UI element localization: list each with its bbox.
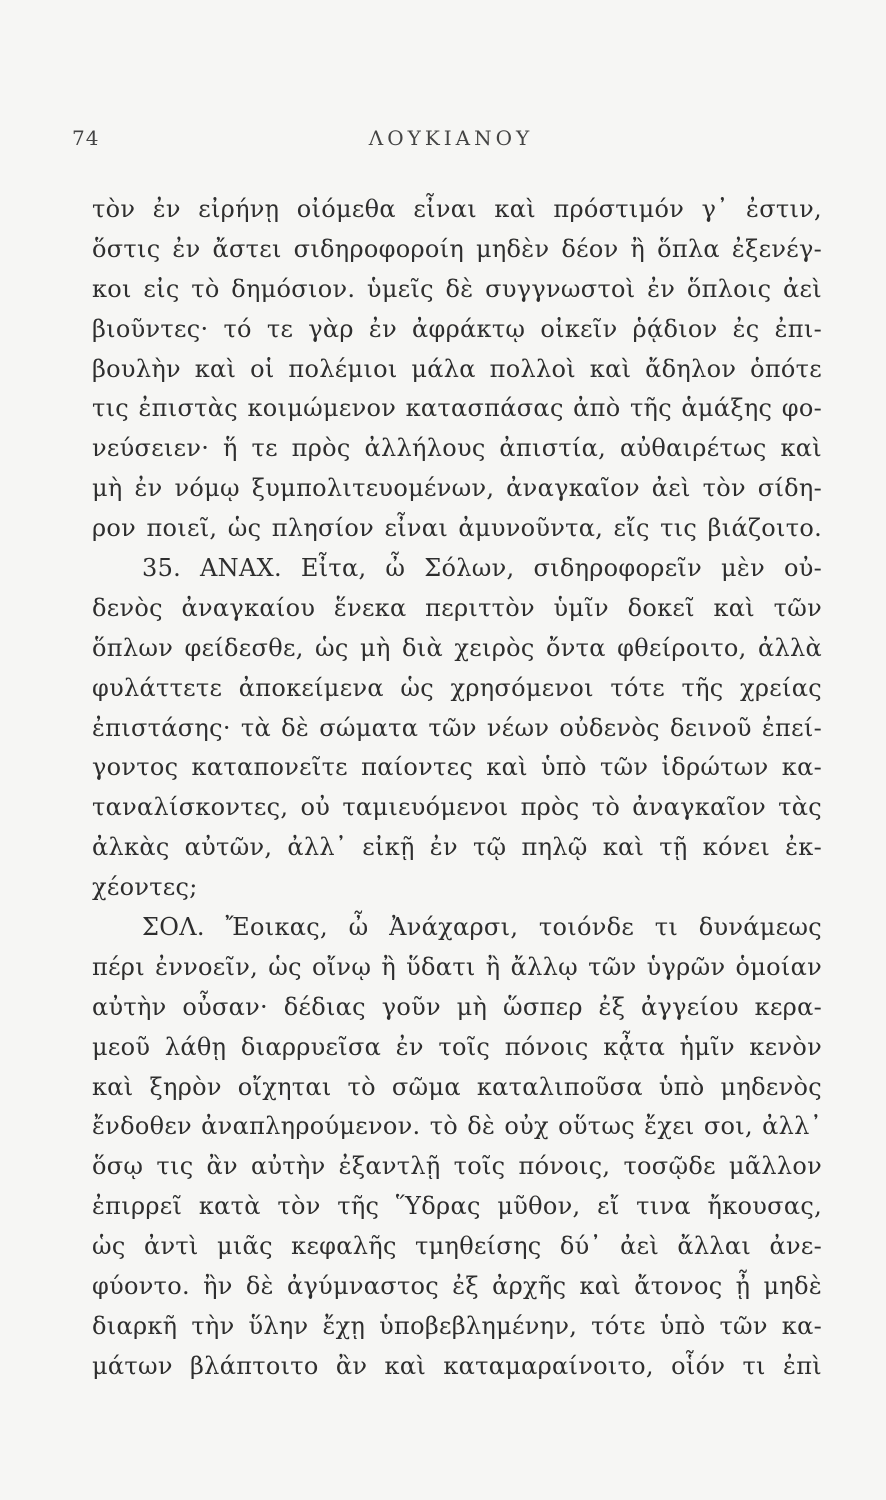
text-line: ρον ποιεῖ, ὡς πλησίον εἶναι ἀμυνοῦντα, εἴς τις βιάζοιτο. <box>92 514 822 543</box>
text-line: ἐπιστάσης· τὰ δὲ σώματα τῶν νέων οὐδενὸς δεινοῦ ἐπεί- <box>92 713 822 742</box>
text-line: τις ἐπιστὰς κοιμώμενον κατασπάσας ἀπὸ τῆς ἁμάξης φο- <box>92 394 822 423</box>
text-line: αὐτὴν οὖσαν· δέδιας γοῦν μὴ ὥσπερ ἐξ ἀγγείου κερα- <box>92 992 822 1021</box>
page-number: 74 <box>72 126 100 150</box>
running-head: ΛΟΥΚΙΑΝΟΥ <box>368 126 534 150</box>
text-line: μεοῦ λάθῃ διαρρυεῖσα ἐν τοῖς πόνοις κᾆτα ἡμῖν κενὸν <box>92 1032 822 1061</box>
text-line: ἐπιρρεῖ κατὰ τὸν τῆς Ὕδρας μῦθον, εἴ τινα ἤκουσας, <box>92 1192 822 1221</box>
text-line: κοι εἰς τὸ δημόσιον. ὑμεῖς δὲ συγγνωστοὶ ἐν ὅπλοις ἀεὶ <box>92 274 822 303</box>
text-line: γοντος καταπονεῖτε παίοντες καὶ ὑπὸ τῶν ἱδρώτων κα- <box>92 753 822 782</box>
page-header <box>72 126 830 166</box>
paragraph-start-line: 35. ΑΝΑΧ. Εἶτα, ὦ Σόλων, σιδηροφορεῖν μὲν οὐ- <box>142 554 822 583</box>
text-line: ὅσῳ τις ἂν αὐτὴν ἐξαντλῇ τοῖς πόνοις, τοσῷδε μᾶλλον <box>92 1152 822 1181</box>
text-line: ὅπλων φείδεσθε, ὡς μὴ διὰ χειρὸς ὄντα φθείροιτο, ἀλλὰ <box>92 633 822 662</box>
text-line: ταναλίσκοντες, οὐ ταμιευόμενοι πρὸς τὸ ἀναγκαῖον τὰς <box>92 793 822 822</box>
text-line: τὸν ἐν εἰρήνῃ οἰόμεθα εἶναι καὶ πρόστιμόν γ᾽ ἐστιν, <box>92 195 822 223</box>
text-line: δενὸς ἀναγκαίου ἕνεκα περιττὸν ὑμῖν δοκεῖ καὶ τῶν <box>92 593 822 622</box>
text-line: καὶ ξηρὸν οἴχηται τὸ σῶμα καταλιποῦσα ὑπὸ μηδενὸς <box>92 1072 822 1101</box>
text-line: νεύσειεν· ἥ τε πρὸς ἀλλήλους ἀπιστία, αὐθαιρέτως καὶ <box>92 434 822 463</box>
text-line: φυλάττετε ἀποκείμενα ὡς χρησόμενοι τότε τῆς χρείας <box>92 673 822 702</box>
text-line: μὴ ἐν νόμῳ ξυμπολιτευομένων, ἀναγκαῖον ἀεὶ τὸν σίδη- <box>92 474 822 503</box>
text-line: διαρκῆ τὴν ὕλην ἔχῃ ὑποβεβλημένην, τότε ὑπὸ τῶν κα- <box>92 1311 822 1340</box>
paragraph-start-line: ΣΟΛ. Ἔοικας, ὦ Ἀνάχαρσι, τοιόνδε τι δυνάμεως <box>142 913 822 942</box>
text-line: ἀλκὰς αὐτῶν, ἀλλ᾽ εἰκῇ ἐν τῷ πηλῷ καὶ τῇ κόνει ἐκ- <box>92 833 822 862</box>
text-line: φύοντο. ἢν δὲ ἀγύμναστος ἐξ ἀρχῆς καὶ ἄτονος ᾖ μηδὲ <box>92 1272 822 1301</box>
text-line: πέρι ἐννοεῖν, ὡς οἴνῳ ἢ ὕδατι ἢ ἄλλῳ τῶν ὑγρῶν ὁμοίαν <box>92 952 822 981</box>
text-line: ὅστις ἐν ἄστει σιδηροφοροίη μηδὲν δέον ἢ ὅπλα ἐξενέγ- <box>92 234 822 263</box>
text-line: μάτων βλάπτοιτο ἂν καὶ καταμαραίνοιτο, οἷόν τι ἐπὶ <box>92 1351 822 1380</box>
paragraph-end-line: χέοντες; <box>92 873 198 902</box>
text-line: ὡς ἀντὶ μιᾶς κεφαλῆς τμηθείσης δύ᾽ ἀεὶ ἄλλαι ἀνε- <box>92 1232 822 1261</box>
body-text <box>92 190 822 1387</box>
text-line: βιοῦντες· τό τε γὰρ ἐν ἀφράκτῳ οἰκεῖν ῥᾴδιον ἐς ἐπι- <box>92 314 822 343</box>
text-line: ἔνδοθεν ἀναπληρούμενον. τὸ δὲ οὐχ οὕτως ἔχει σοι, ἀλλ᾽ <box>92 1112 822 1141</box>
text-line: βουλὴν καὶ οἱ πολέμιοι μάλα πολλοὶ καὶ ἄδηλον ὁπότε <box>92 354 822 383</box>
